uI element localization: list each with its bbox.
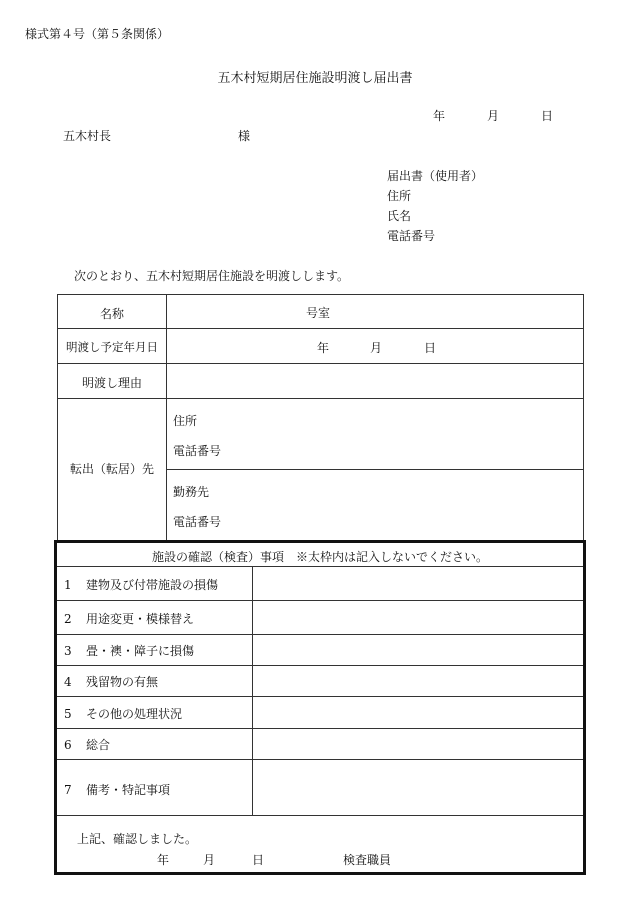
application-table <box>57 294 584 541</box>
row-divider <box>57 665 583 666</box>
inspection-item: 5 その他の処理状況 <box>64 707 183 721</box>
reason-label: 明渡し理由 <box>81 376 142 390</box>
date-month-label: 月 <box>487 109 500 123</box>
row-divider <box>57 759 583 760</box>
inspection-item: 7 備考・特記事項 <box>64 783 171 797</box>
inspection-item: 2 用途変更・模様替え <box>64 612 195 626</box>
inspection-item: 3 畳・襖・障子に損傷 <box>64 644 195 658</box>
move-phone-label: 電話番号 <box>173 444 222 458</box>
workplace-label: 勤務先 <box>173 485 210 499</box>
reporter-name-label: 氏名 <box>387 209 412 223</box>
inspection-date-year: 年 <box>157 853 170 867</box>
row-divider <box>57 634 583 635</box>
workplace-phone-label: 電話番号 <box>173 515 222 529</box>
move-date-year: 年 <box>317 341 330 355</box>
move-date-label: 明渡し予定年月日 <box>66 340 158 354</box>
intro-text: 次のとおり、五木村短期居住施設を明渡しします。 <box>74 269 350 283</box>
confirm-text: 上記、確認しました。 <box>77 832 198 846</box>
inspection-date-day: 日 <box>252 853 265 867</box>
date-year-label: 年 <box>433 109 446 123</box>
inspection-item: 1 建物及び付帯施設の損傷 <box>64 578 219 592</box>
inspection-item: 6 総合 <box>64 738 111 752</box>
row-divider <box>166 469 583 470</box>
inspection-table <box>54 540 586 875</box>
honorific: 様 <box>238 129 251 143</box>
row-divider <box>58 398 583 399</box>
row-divider <box>57 696 583 697</box>
row-divider <box>57 600 583 601</box>
row-divider <box>57 815 583 816</box>
name-label: 名称 <box>99 307 124 321</box>
move-date-month: 月 <box>370 341 383 355</box>
reporter-heading: 届出書（使用者） <box>387 169 484 183</box>
column-divider <box>166 295 167 540</box>
inspection-header: 施設の確認（検査）事項 ※太枠内は記入しないでください。 <box>151 550 488 564</box>
reporter-phone-label: 電話番号 <box>387 229 436 243</box>
reporter-address-label: 住所 <box>387 189 412 203</box>
document-title: 五木村短期居住施設明渡し届出書 <box>217 71 413 86</box>
row-divider <box>58 363 583 364</box>
inspection-date-month: 月 <box>203 853 216 867</box>
room-unit-label: 号室 <box>306 306 331 320</box>
row-divider <box>57 728 583 729</box>
inspector-label: 検査職員 <box>343 853 392 867</box>
move-address-label: 住所 <box>173 414 198 428</box>
date-day-label: 日 <box>541 109 554 123</box>
inspection-item: 4 残留物の有無 <box>64 675 159 689</box>
row-divider <box>57 566 583 567</box>
row-divider <box>58 328 583 329</box>
move-destination-label: 転出（転居）先 <box>69 462 154 476</box>
move-date-day: 日 <box>424 341 437 355</box>
form-number: 様式第４号（第５条関係） <box>25 27 170 41</box>
addressee: 五木村長 <box>63 129 112 143</box>
column-divider <box>252 566 253 815</box>
